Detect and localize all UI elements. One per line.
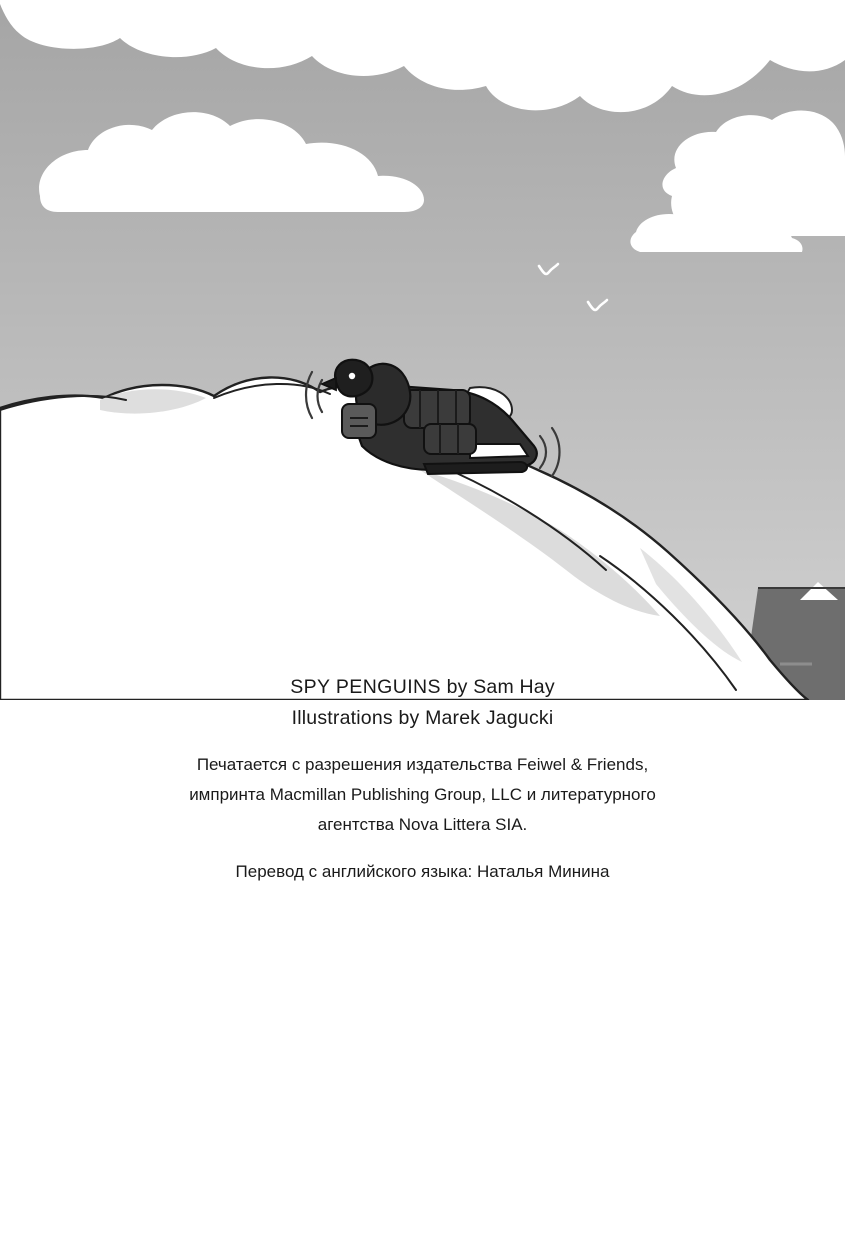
penguin-backpack [342, 404, 376, 438]
translator-credit: Перевод с английского языка: Наталья Минина [235, 862, 610, 881]
penguin-eye [349, 373, 355, 379]
imprint-line-3: агентства Nova Littera SIA. [317, 815, 528, 834]
imprint-line-1: Печатается с разрешения издательства Feiwel & Friends, [196, 755, 649, 774]
illustrator-line: Illustrations by Marek Jagucki [291, 707, 554, 729]
original-title-line [0, 672, 845, 703]
imprint-line-2: импринта Macmillan Publishing Group, LLC и литературного [189, 785, 656, 804]
author-name: Sam Hay [473, 676, 555, 698]
snowmobile-ski [424, 462, 527, 474]
credits-block [0, 672, 845, 886]
snowmobile-stripe [470, 444, 528, 458]
original-title: SPY PENGUINS [290, 676, 441, 698]
byline-connector: by [440, 676, 474, 698]
imprint-notice [0, 750, 845, 840]
